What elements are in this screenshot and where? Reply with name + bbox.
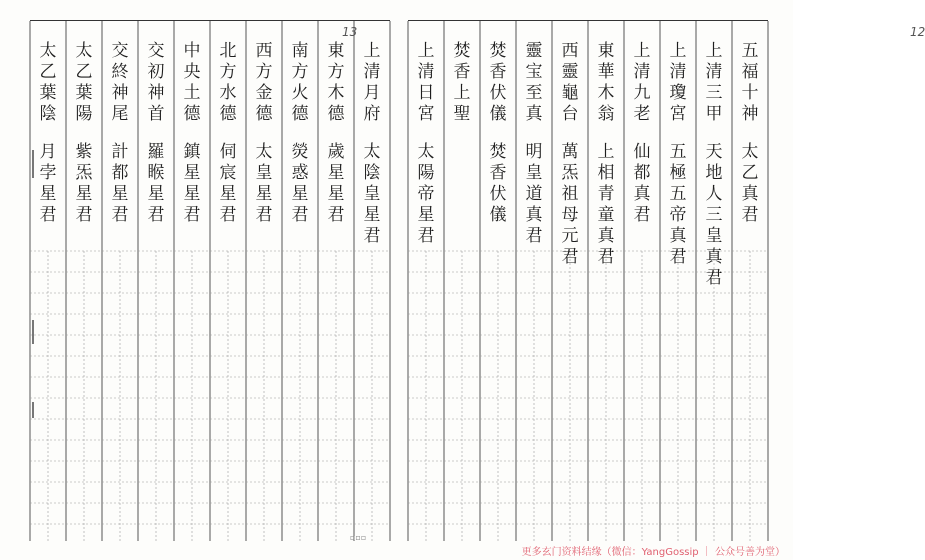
column-title-text: 五福十神 (741, 41, 759, 124)
text-column (414, 41, 438, 247)
text-column (666, 41, 690, 268)
column-deity-text: 萬炁祖母元君 (561, 142, 579, 267)
text-column (738, 41, 762, 226)
text-column (486, 41, 510, 226)
text-column (72, 41, 96, 226)
column-deity-text: 熒惑星君 (291, 142, 309, 225)
text-column (450, 41, 474, 142)
column-title-text: 西靈龜台 (561, 41, 579, 124)
column-title-text: 上清九老 (633, 41, 651, 124)
column-title-text: 上清月府 (363, 41, 381, 124)
column-deity-text: 五極五帝真君 (669, 142, 687, 267)
right-page-number: 12 (910, 25, 925, 39)
column-title-text: 交初神首 (147, 41, 165, 124)
column-title-text: 太乙葉陽 (75, 41, 93, 124)
column-deity-text: 太乙真君 (741, 142, 759, 225)
text-column (108, 41, 132, 226)
column-deity-text: 太陰皇星君 (363, 142, 381, 246)
column-deity-text: 太陽帝星君 (417, 142, 435, 246)
left-page-number: 13 (342, 25, 358, 39)
text-column (36, 41, 60, 226)
column-deity-text: 月孛星君 (39, 142, 57, 225)
column-title-text: 焚香上聖 (453, 41, 471, 124)
page-stamp: ▫▫▫ (350, 533, 367, 542)
column-deity-text: 太皇星君 (255, 142, 273, 225)
column-deity-text: 焚香伏儀 (489, 142, 507, 225)
column-title-text: 東方木德 (327, 41, 345, 124)
column-deity-text: 伺宸星君 (219, 142, 237, 225)
column-title-text: 上清日宮 (417, 41, 435, 124)
column-deity-text: 明皇道真君 (525, 142, 543, 246)
column-deity-text: 仙都真君 (633, 142, 651, 225)
text-column (630, 41, 654, 226)
column-title-text: 中央土德 (183, 41, 201, 124)
text-column (360, 41, 384, 247)
text-column (288, 41, 312, 226)
text-column (180, 41, 204, 226)
text-column (144, 41, 168, 226)
column-deity-text: 上相青童真君 (597, 142, 615, 267)
column-title-text: 交終神尾 (111, 41, 129, 124)
column-title-text: 上清瓊宮 (669, 41, 687, 124)
column-title-text: 南方火德 (291, 41, 309, 124)
column-deity-text: 紫炁星君 (75, 142, 93, 225)
column-deity-text: 羅睺星君 (147, 142, 165, 225)
column-title-text: 北方水德 (219, 41, 237, 124)
text-column (252, 41, 276, 226)
text-column (558, 41, 582, 268)
column-title-text: 靈宝至真 (525, 41, 543, 124)
left-manuscript-page (30, 20, 390, 541)
column-deity-text: 計都星君 (111, 142, 129, 225)
text-column (702, 41, 726, 289)
column-title-text: 西方金德 (255, 41, 273, 124)
text-column (522, 41, 546, 247)
column-title-text: 上清三甲 (705, 41, 723, 124)
column-deity-text: 歲星星君 (327, 142, 345, 225)
watermark-text: 更多玄门资料结缘（微信：YangGossip ｜ 公众号善为堂） (521, 547, 785, 558)
column-deity-text: 天地人三皇真君 (705, 142, 723, 288)
right-manuscript-page (408, 20, 925, 541)
text-column (216, 41, 240, 226)
column-title-text: 東華木翁 (597, 41, 615, 124)
text-column (594, 41, 618, 268)
column-title-text: 焚香伏儀 (489, 41, 507, 124)
column-title-text: 太乙葉陰 (39, 41, 57, 124)
text-column (324, 41, 348, 226)
column-deity-text: 鎮星星君 (183, 142, 201, 225)
